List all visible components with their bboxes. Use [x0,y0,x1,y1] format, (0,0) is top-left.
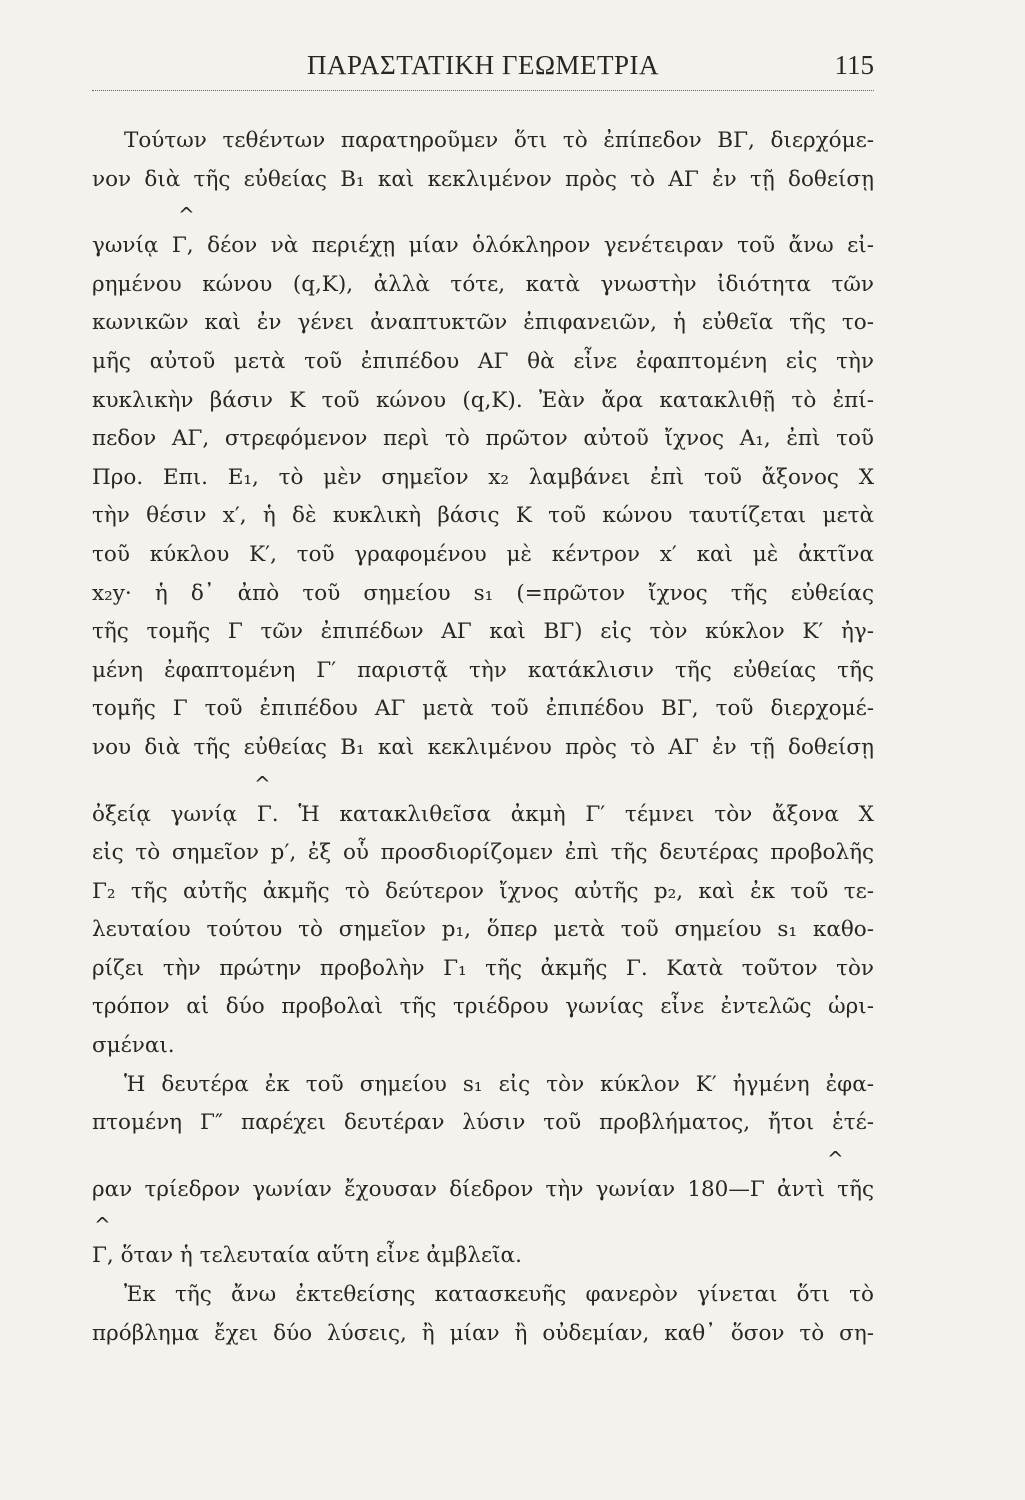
text-line: ρημένου κώνου (q,K), ἀλλὰ τότε, κατὰ γνωστὴν ἰδιότητα τῶν [92,271,874,297]
angle-mark: ^ [254,771,271,796]
text-line: μένη ἐφαπτομένη Γ′ παριστᾷ τὴν κατάκλισιν τῆς εὐθείας τῆς [92,657,874,683]
text-line [92,1213,874,1276]
text-line: Γ₂ τῆς αὐτῆς ἀκμῆς τὸ δεύτερον ἴχνος αὐτῆς p₂, καὶ ἐκ τοῦ τε- [92,878,874,904]
text-line: τομῆς Γ τοῦ ἐπιπέδου ΑΓ μετὰ τοῦ ἐπιπέδου ΒΓ, τοῦ διερχομέ- [92,696,874,722]
text-line: Προ. Επι. Ε₁, τὸ μὲν σημεῖον x₂ λαμβάνει ἐπὶ τοῦ ἄξονος Χ [92,464,874,490]
text-line: τῆς τομῆς Γ τῶν ἐπιπέδων ΑΓ καὶ ΒΓ) εἰς τὸν κύκλον Κ′ ἠγ- [92,619,874,645]
text-line: τρόπον αἱ δύο προβολαὶ τῆς τριέδρου γωνίας εἶνε ἐντελῶς ὡρι- [92,994,874,1020]
text-line: κυκλικὴν βάσιν Κ τοῦ κώνου (q,K). Ἐὰν ἄρα κατακλιθῇ τὸ ἐπί- [92,387,874,413]
text-line: τὴν θέσιν x′, ἡ δὲ κυκλικὴ βάσις Κ τοῦ κώνου ταυτίζεται μετὰ [92,503,874,529]
angle-mark: ^ [94,1213,111,1238]
text-line [92,771,874,835]
text-line [92,1146,874,1210]
text-line: κωνικῶν καὶ ἐν γένει ἀναπτυκτῶν ἐπιφανειῶν, ἡ εὐθεῖα τῆς το- [92,310,874,336]
text-line: λευταίου τούτου τὸ σημεῖον p₁, ὅπερ μετὰ τοῦ σημείου s₁ καθο- [92,917,874,943]
angle-mark: ^ [178,203,195,228]
text-line-content: γωνίᾳ Γ, δέον νὰ περιέχῃ μίαν ὁλόκληρον γενέτειραν τοῦ ἄνω εἰ- [92,233,874,259]
text-line: x₂y· ἡ δ᾽ ἀπὸ τοῦ σημείου s₁ (=πρῶτον ἴχνος τῆς εὐθείας [92,580,874,606]
text-line: εἰς τὸ σημεῖον p′, ἐξ οὗ προσδιορίζομεν ἐπὶ τῆς δευτέρας προβολῆς [92,840,874,866]
text-line-content: ραν τρίεδρον γωνίαν ἔχουσαν δίεδρον τὴν γωνίαν 180—Γ ἀντὶ τῆς [92,1176,874,1202]
text-line: Ἡ δευτέρα ἐκ τοῦ σημείου s₁ εἰς τὸν κύκλον Κ′ ἠγμένη ἐφα- [124,1071,874,1097]
text-line-content: ὀξείᾳ γωνίᾳ Γ. Ἡ κατακλιθεῖσα ἀκμὴ Γ′ τέμνει τὸν ἄξονα Χ [92,801,874,827]
text-line: σμέναι. [92,1033,175,1059]
page-number: 115 [834,50,874,80]
text-line: Ἐκ τῆς ἄνω ἐκτεθείσης κατασκευῆς φανερὸν γίνεται ὅτι τὸ [124,1282,874,1308]
text-line-content: Γ, ὅταν ἡ τελευταία αὕτη εἶνε ἀμβλεῖα. [92,1243,522,1269]
page-header [92,50,874,91]
running-title: ΠΑΡΑΣΤΑΤΙΚΗ ΓΕΩΜΕΤΡΙΑ [306,50,660,80]
body-text [92,122,874,1353]
angle-mark: ^ [827,1146,844,1171]
text-line: νου διὰ τῆς εὐθείας Β₁ καὶ κεκλιμένου πρὸς τὸ ΑΓ ἐν τῇ δοθείσῃ [92,734,874,760]
text-line: ρίζει τὴν πρώτην προβολὴν Γ₁ τῆς ἀκμῆς Γ. Κατὰ τοῦτον τὸν [92,955,874,981]
text-line: πτομένη Γ″ παρέχει δευτέραν λύσιν τοῦ προβλήματος, ἤτοι ἑτέ- [92,1110,874,1136]
text-line: νον διὰ τῆς εὐθείας Β₁ καὶ κεκλιμένον πρὸς τὸ ΑΓ ἐν τῇ δοθείσῃ [92,166,874,192]
text-line [92,203,874,266]
text-line: πρόβλημα ἔχει δύο λύσεις, ἢ μίαν ἢ οὐδεμίαν, καθ᾽ ὅσον τὸ ση- [92,1320,874,1346]
text-line: Τούτων τεθέντων παρατηροῦμεν ὅτι τὸ ἐπίπεδον ΒΓ, διερχόμε- [124,128,874,153]
text-line: τοῦ κύκλου Κ′, τοῦ γραφομένου μὲ κέντρον x′ καὶ μὲ ἀκτῖνα [92,541,874,567]
text-line: πεδον ΑΓ, στρεφόμενον περὶ τὸ πρῶτον αὐτοῦ ἴχνος Α₁, ἐπὶ τοῦ [92,426,874,452]
text-line: μῆς αὐτοῦ μετὰ τοῦ ἐπιπέδου ΑΓ θὰ εἶνε ἐφαπτομένη εἰς τὴν [92,348,874,374]
